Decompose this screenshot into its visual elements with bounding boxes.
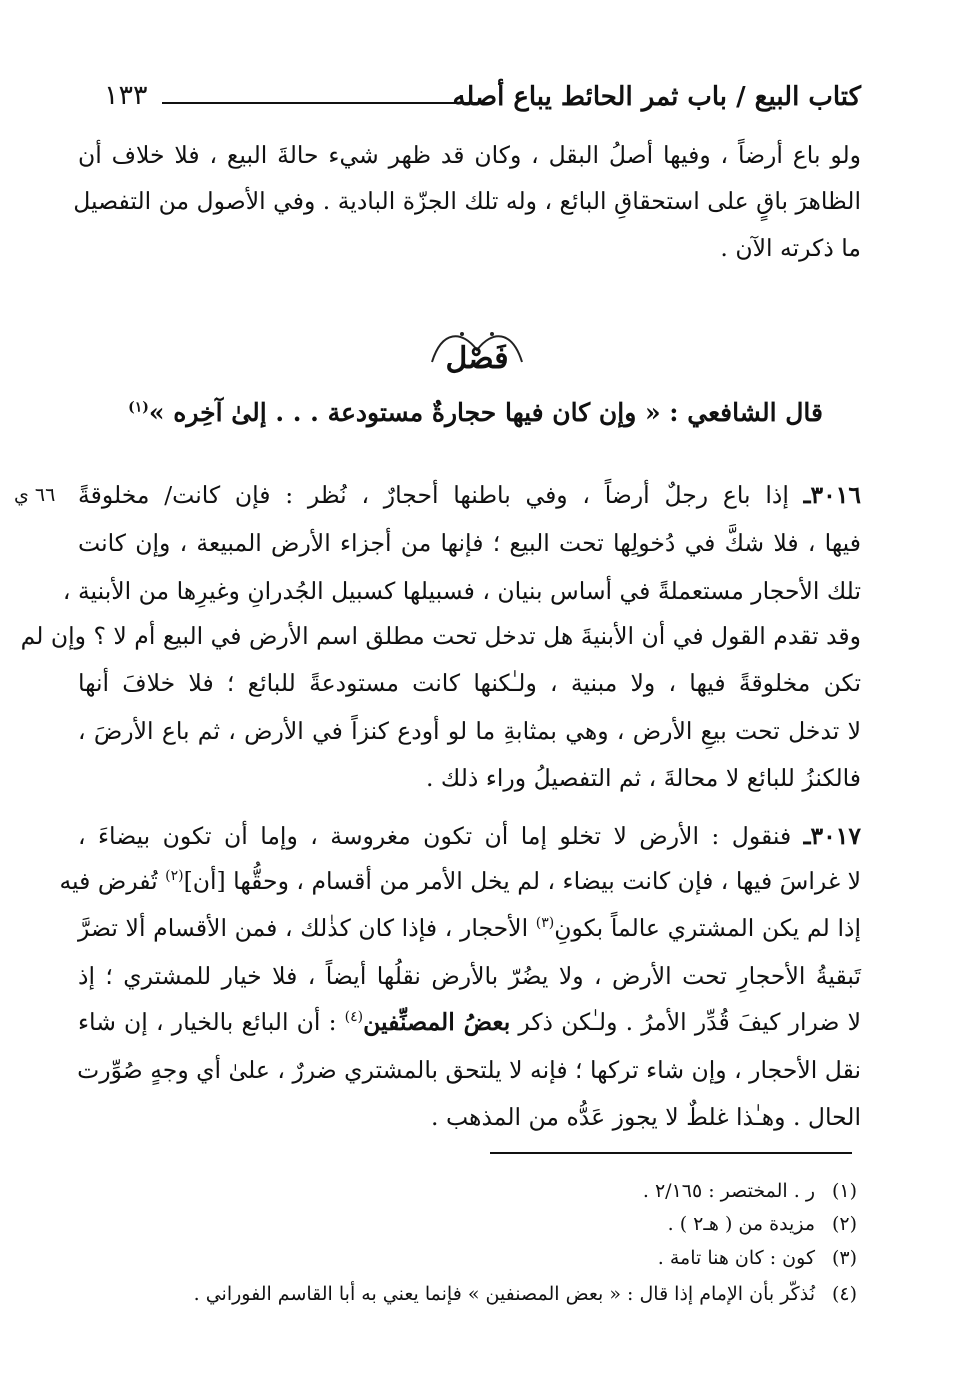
p3017-text-3b: الأحجار ، فإذا كان كذٰلك ، فمن الأقسام ألا تضرَّ [78,914,536,942]
quote-heading [128,398,823,427]
header-rule [162,102,492,104]
p3017-line-1 [78,821,861,851]
page-number: ١٣٣ [104,80,148,111]
paragraph-number-3017: ٣٠١٧ـ [803,822,861,850]
p3016-line-2: فيها ، فلا شكَّ في دُخولِها تحت البيع ؛ فإنها من أجزاء الأرض المبيعة ، وإن كانت [78,529,861,557]
footnote-4 [194,1281,857,1307]
margin-manuscript-ref: ٦٦ ي [14,484,56,506]
footnote-ref-4[interactable]: (٤) [344,1009,364,1026]
p3016-line-1 [78,480,861,510]
p3016-text-1: إذا باع رجلٌ أرضاً ، وفي باطنها أحجارٌ ، نُظر : فإن كانت/ مخلوقةً [78,481,789,509]
footnote-3 [658,1245,857,1271]
p3017-text-5b: : أن البائع بالخيار ، إن شاء [78,1008,345,1036]
p3017-text-2a: لا غراسَ فيها ، فإن كانت بيضاء ، لم يخل الأمر من أقسام ، وحقُّها [أن] [183,867,861,895]
p3017-text-5-bold: بعضُ المصنِّفين [363,1008,511,1036]
intro-line-1: ولو باع أرضاً ، وفيها أصلُ البقل ، وكان قد ظهر شيء حالةَ البيع ، فلا خلاف أن [78,141,861,169]
p3017-text-1: فنقول : الأرض لا تخلو إما أن تكون مغروسة ، وإما أن تكون بيضاءَ ، [78,822,792,850]
footnote-ref-2[interactable]: (٢) [165,868,184,885]
footnote-separator [490,1152,852,1154]
running-header [104,80,861,118]
footnote-number: (٢) [831,1213,857,1235]
p3016-line-3: تلك الأحجار مستعملةً في أساس بنيان ، فسبيلها كسبيل الجُدرانِ وغيرِها من الأبنية ، [62,577,861,605]
footnote-ref-1[interactable]: (١) [128,399,149,416]
p3017-text-2b: تُفرض فيه [59,867,166,895]
paragraph-number-3016: ٣٠١٦ـ [803,481,861,509]
p3017-line-2 [59,866,861,896]
section-ornament [0,322,953,384]
p3016-line-7: فالكنزُ للبائع لا محالةَ ، ثم التفصيلُ وراء ذلك . [425,764,861,792]
p3017-line-7: الحال . وهـٰذا غلطٌ لا يجوز عَدُّه من المذهب . [431,1103,861,1131]
footnote-text: كون : كان هنا تامة . [657,1247,815,1269]
p3017-line-5 [78,1007,861,1037]
p3017-text-3a: إذا لم يكن المشتري عالماً بكونِ [554,914,861,942]
footnote-text: نُذكّر بأن الإمام إذا قال : « بعض المصنفين » فإنما يعني به أبا القاسم الفوراني . [193,1283,815,1305]
footnote-number: (١) [831,1180,857,1202]
header-title: كتاب البيع / باب ثمر الحائط يباع أصله [452,82,861,112]
p3017-line-4: تَبقيةُ الأحجارِ تحت الأرض ، ولا يضُرّ بالأرض نقلُها أيضاً ، فلا خيار للمشتري ؛ إذ [78,962,861,990]
footnote-2 [668,1211,857,1237]
footnote-number: (٣) [831,1247,857,1269]
p3017-text-5a: لا ضرار كيفَ قُدِّر الأمرُ . ولـٰكن ذكر [510,1008,861,1036]
intro-line-3: ما ذكرته الآن . [720,234,861,262]
footnote-text: مزيدة من ( هـ٢ ) . [667,1213,815,1235]
fasl-ornament-icon [422,322,532,380]
intro-line-2: الظاهرَ باقٍ على استحقاقِ البائع ، وله تلك الجزّة البادية . وفي الأصول من التفصيل [73,187,861,215]
p3017-line-6: نقل الأحجار ، وإن شاء تركها ؛ فإنه لا يلتحق بالمشتري ضررٌ ، علىٰ أي وجهٍ صُوِّرت [77,1056,861,1084]
p3016-line-4: وقد تقدم القول في أن الأبنيةَ هل تدخل تحت مطلق اسم الأرض في البيع أم لا ؟ وإن لم [20,622,861,650]
footnote-ref-3[interactable]: (٣) [535,915,555,932]
footnote-text: ر . المختصر : ٢/١٦٥ . [642,1180,815,1202]
footnote-number: (٤) [831,1283,857,1305]
p3016-line-6: لا تدخل تحت بيعِ الأرض ، وهي بمثابةِ ما لو أودع كنزاً في الأرض ، ثم باع الأرضَ ، [78,717,861,745]
quote-text: قال الشافعي : « وإن كان فيها حجارةٌ مستودعة . . . إلىٰ آخِره » [148,398,823,427]
ornament-text: فَصْل [444,341,509,376]
p3017-line-3 [78,913,861,943]
footnote-1 [643,1178,857,1204]
p3016-line-5: تكن مخلوقةً فيها ، ولا مبنية ، ولـٰكنها كانت مستودعةً للبائع ؛ فلا خلافَ أنها [78,669,861,697]
